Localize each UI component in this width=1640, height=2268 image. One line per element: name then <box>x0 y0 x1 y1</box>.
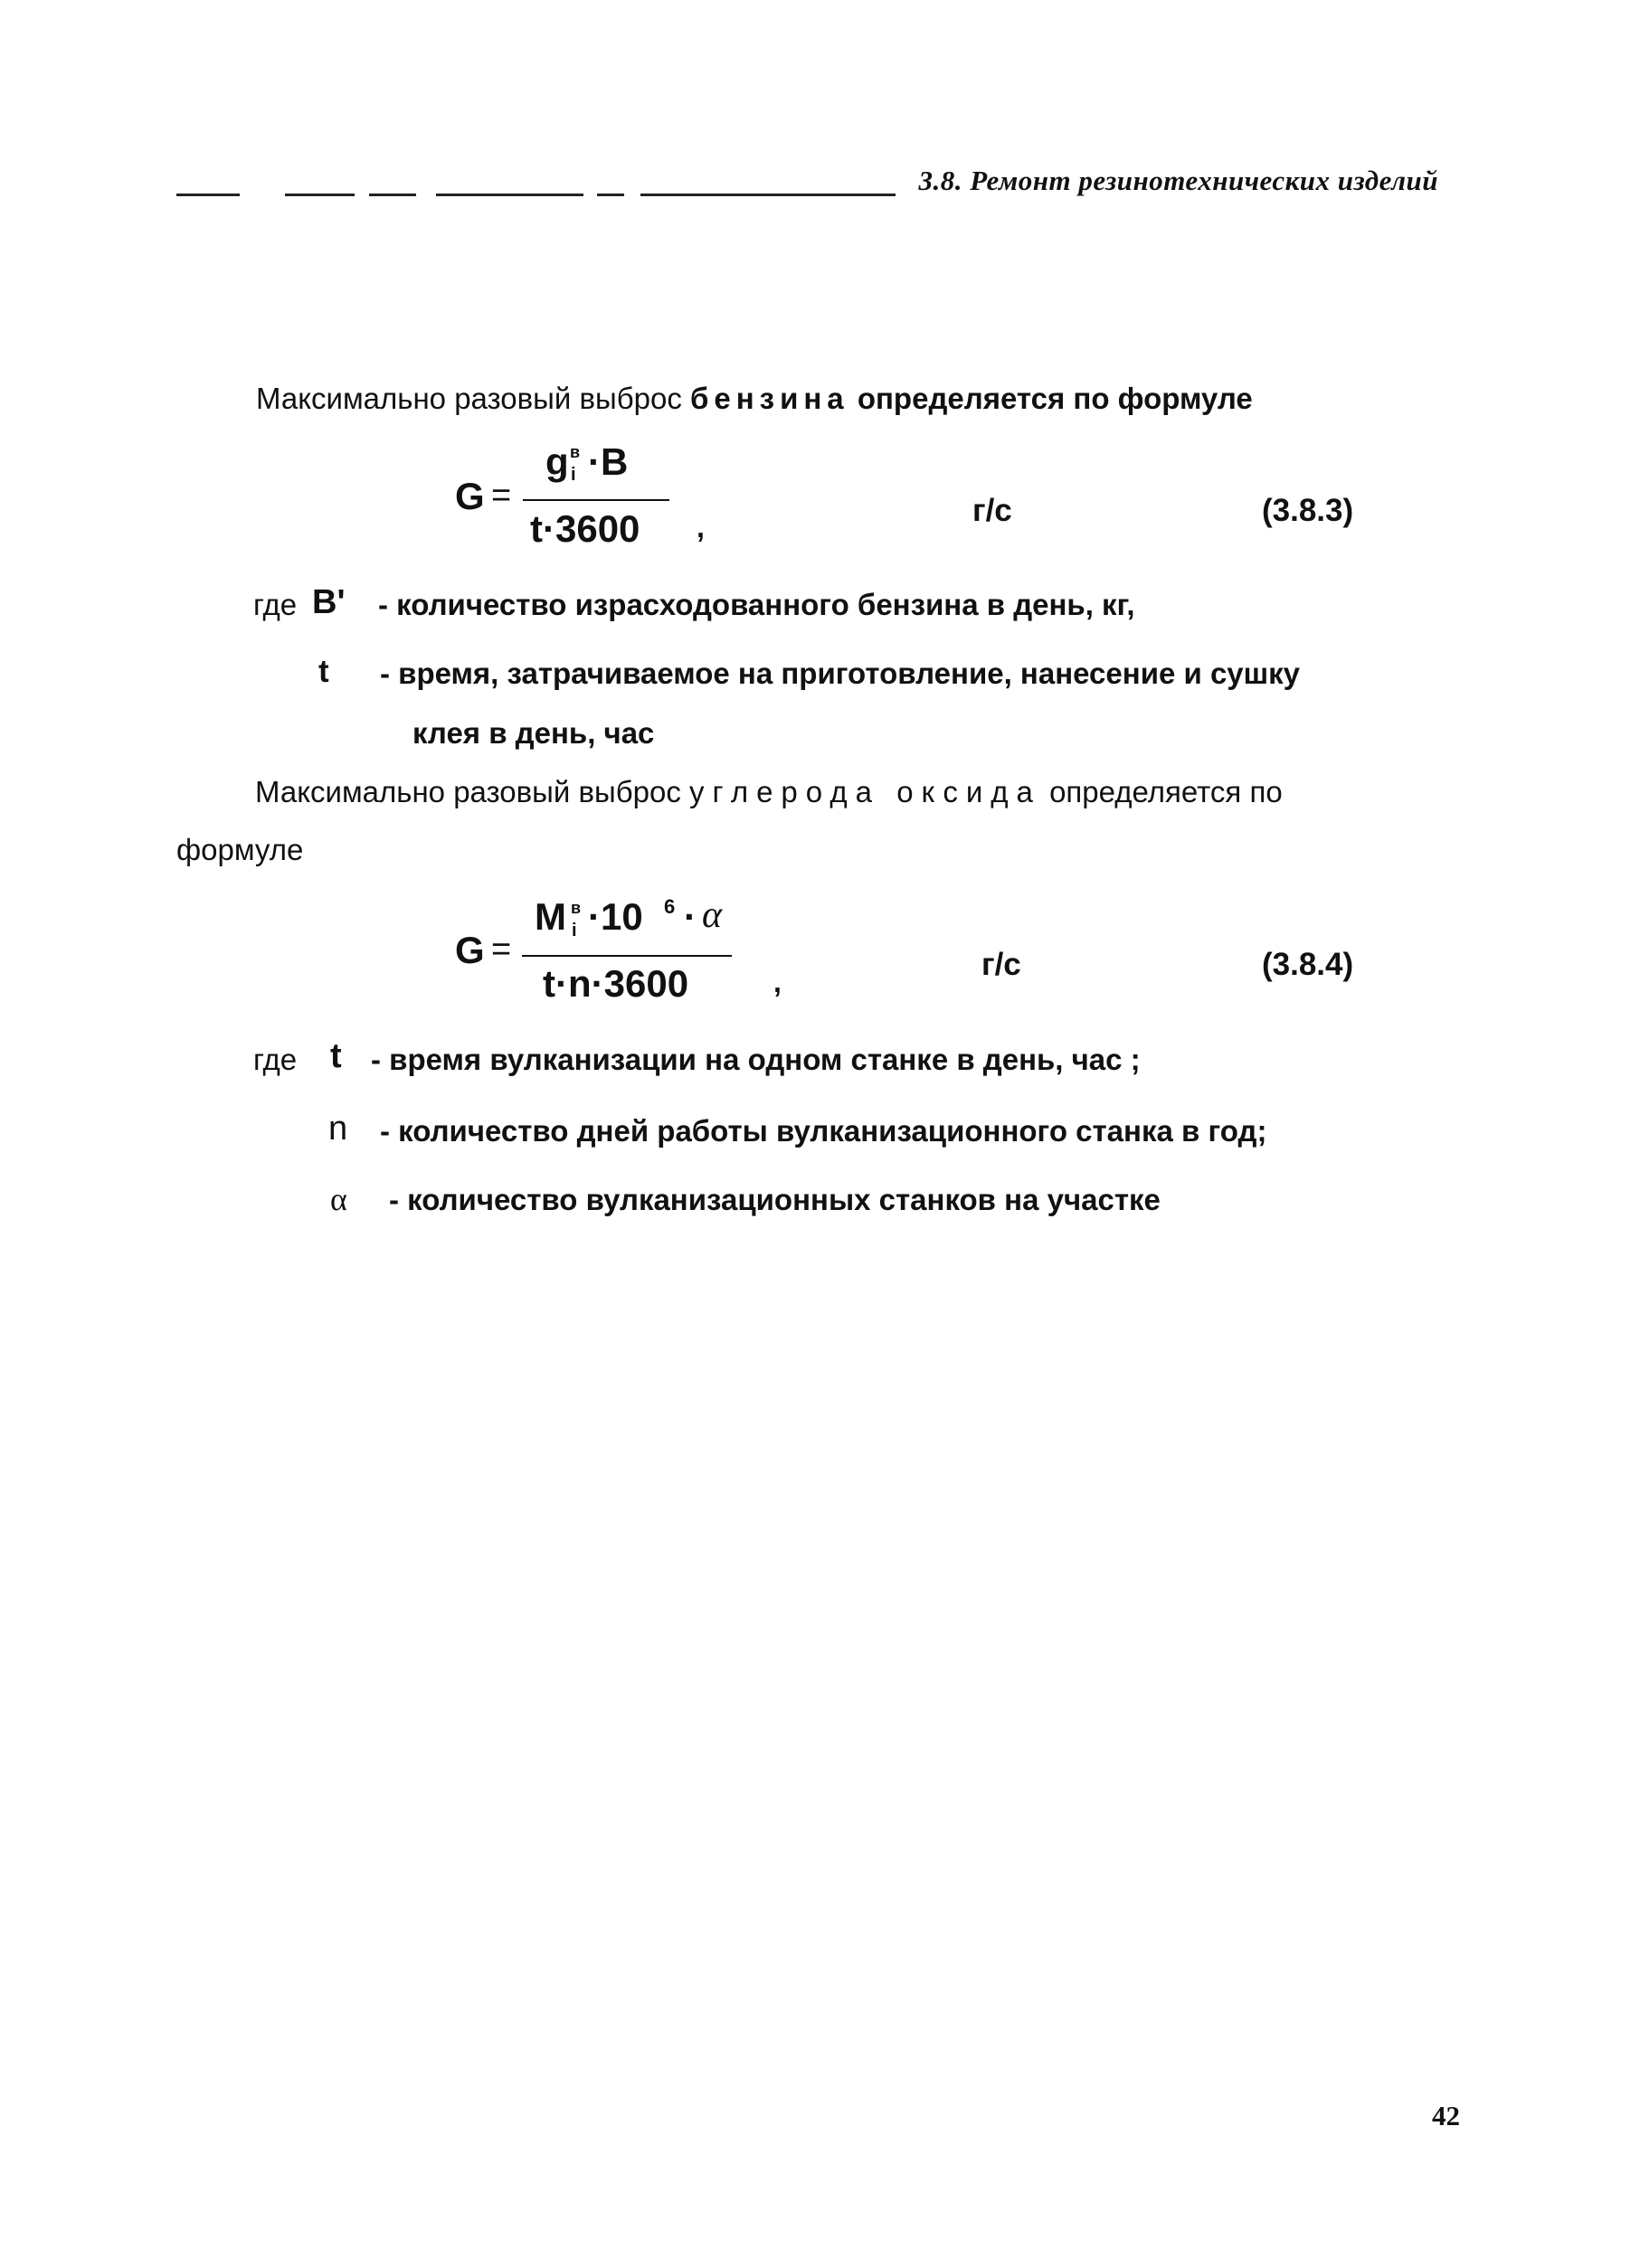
formula1-num-rest: ·B <box>588 440 629 483</box>
formula1-denominator: t·3600 <box>530 507 640 550</box>
section1-intro-emph: бензина <box>690 382 849 415</box>
header-title: 3.8. Ремонт резинотехнических изделий <box>896 165 1438 197</box>
formula1-eq: = <box>491 477 512 515</box>
header-rule-gap <box>355 190 369 198</box>
formula2-num-exp: 6 <box>664 895 676 918</box>
formula2-denominator: t·n·3600 <box>543 962 689 1005</box>
section2-intro-emph: углерода оксида <box>689 775 1041 808</box>
def-symbol-n: n <box>328 1110 348 1148</box>
def-text-b: - количество израсходованного бензина в день, кг, <box>378 588 1135 621</box>
def-symbol-t: t <box>318 654 329 689</box>
formula2-number: (3.8.4) <box>1262 947 1354 982</box>
formula2-comma: , <box>773 966 782 998</box>
page-number: 42 <box>1432 2100 1460 2131</box>
def-text-alpha: - количество вулканизационных станков на участке <box>389 1183 1161 1216</box>
formula1-lhs: G <box>455 475 485 517</box>
header-rule-gap <box>240 190 285 198</box>
formula2-fraction-line <box>522 955 732 957</box>
formula1-num-base: g <box>545 440 569 483</box>
section2-intro-prefix: Максимально разовый выброс <box>255 775 690 808</box>
section1-intro <box>256 382 1253 416</box>
def-continuation: клея в день, час <box>412 716 655 750</box>
def-text-t: - время, затрачиваемое на приготовление, нанесение и сушку <box>380 657 1301 690</box>
def-symbol-t2: t <box>330 1037 342 1075</box>
formula1-num-sup: в <box>570 443 581 461</box>
formula1-num-sub: i <box>571 465 576 485</box>
formula2-unit: г/с <box>981 947 1021 982</box>
header-rule-gap <box>416 190 436 198</box>
formula2-num-sub: i <box>572 921 577 940</box>
section1-where-label: где <box>253 588 298 621</box>
section2-where-label: где <box>253 1043 298 1076</box>
section2-intro <box>255 775 1283 809</box>
formula1-comma: , <box>697 511 705 543</box>
section1-intro-prefix: Максимально разовый выброс <box>256 382 691 415</box>
def-text-t2: - время вулканизации на одном станке в день, час ; <box>371 1043 1141 1076</box>
formula2-num-alpha: α <box>702 894 723 936</box>
def-symbol-b: B' <box>312 583 346 621</box>
formula2-eq: = <box>491 931 512 969</box>
formula2-num-mid: ·10 <box>588 895 643 938</box>
formula2-num-dot: · <box>684 895 697 938</box>
formula1-fraction-line <box>523 499 669 501</box>
section2-intro-suffix: определяется по <box>1040 775 1283 808</box>
formula1-number: (3.8.3) <box>1262 493 1354 528</box>
section1-intro-suffix: определяется по формуле <box>848 382 1253 415</box>
header-rule-gap <box>624 190 640 198</box>
def-symbol-alpha: α <box>330 1181 347 1217</box>
formula2-num-sup: в <box>571 899 582 917</box>
header-rule-gap <box>583 190 597 198</box>
def-text-n: - количество дней работы вулканизационного станка в год; <box>380 1114 1267 1148</box>
formula2-lhs: G <box>455 929 485 971</box>
formula2-num-base: M <box>535 895 566 938</box>
formula1-unit: г/с <box>972 493 1012 528</box>
section2-intro-line2: формуле <box>176 833 304 866</box>
